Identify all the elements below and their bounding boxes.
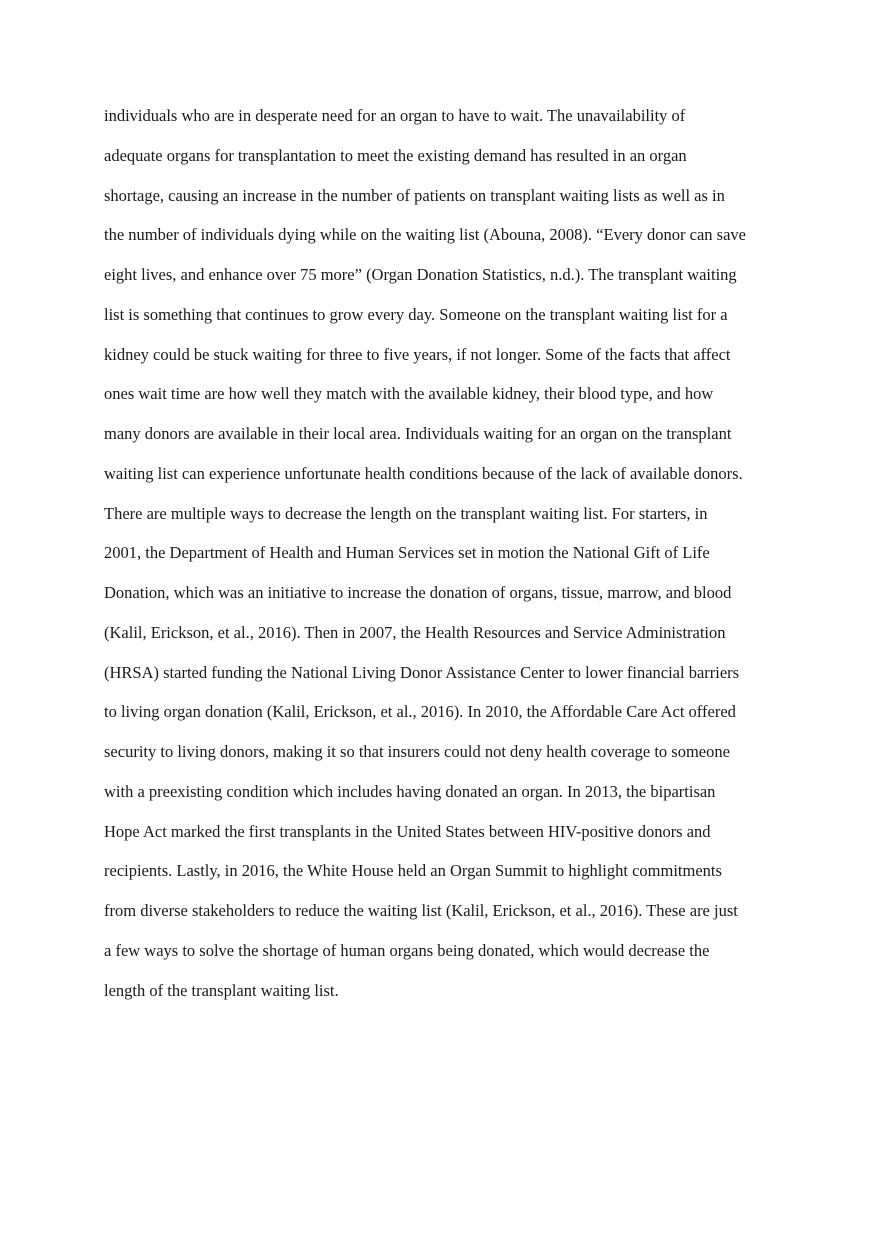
paragraph-line: (Kalil, Erickson, et al., 2016). Then in 2007, the Health Resources and Service Administration xyxy=(104,622,726,642)
paragraph-line: with a preexisting condition which includes having donated an organ. In 2013, the bipartisan xyxy=(104,781,716,801)
paragraph-line: to living organ donation (Kalil, Erickson, et al., 2016). In 2010, the Affordable Care Act offered xyxy=(104,702,736,722)
paragraph-line: list is something that continues to grow every day. Someone on the transplant waiting list for a xyxy=(104,304,728,324)
paragraph-line: Hope Act marked the first transplants in the United States between HIV-positive donors and xyxy=(104,821,711,841)
paragraph-line: kidney could be stuck waiting for three to five years, if not longer. Some of the facts that affect xyxy=(104,344,731,364)
paragraph-line: security to living donors, making it so that insurers could not deny health coverage to someone xyxy=(104,742,730,761)
paragraph-line: eight lives, and enhance over 75 more” (Organ Donation Statistics, n.d.). The transplant waiting xyxy=(104,265,737,284)
paragraph-line: from diverse stakeholders to reduce the waiting list (Kalil, Erickson, et al., 2016). These are just xyxy=(104,901,738,920)
paragraph-line: recipients. Lastly, in 2016, the White House held an Organ Summit to highlight commitments xyxy=(104,861,722,881)
paragraph-line: length of the transplant waiting list. xyxy=(104,980,339,1000)
paragraph-line: adequate organs for transplantation to meet the existing demand has resulted in an organ xyxy=(104,145,687,165)
paragraph-line: There are multiple ways to decrease the length on the transplant waiting list. For starters, in xyxy=(104,503,708,523)
paragraph-line: (HRSA) started funding the National Living Donor Assistance Center to lower financial barriers xyxy=(104,662,740,682)
paragraph-line: individuals who are in desperate need for an organ to have to wait. The unavailability of xyxy=(104,106,686,125)
paragraph-line: ones wait time are how well they match with the available kidney, their blood type, and how xyxy=(104,384,714,404)
paragraph-line: many donors are available in their local area. Individuals waiting for an organ on the transplant xyxy=(104,424,732,443)
paragraph-line: waiting list can experience unfortunate health conditions because of the lack of available donors. xyxy=(104,463,743,483)
paragraph-line: a few ways to solve the shortage of human organs being donated, which would decrease the xyxy=(104,940,710,960)
body-paragraph xyxy=(104,104,804,1018)
paragraph-line: Donation, which was an initiative to increase the donation of organs, tissue, marrow, and blood xyxy=(104,583,732,602)
paragraph-line: 2001, the Department of Health and Human Services set in motion the National Gift of Life xyxy=(104,543,710,563)
paragraph-line: shortage, causing an increase in the number of patients on transplant waiting lists as well as in xyxy=(104,185,725,205)
paragraph-line: the number of individuals dying while on the waiting list (Abouna, 2008). “Every donor can save xyxy=(104,225,746,245)
